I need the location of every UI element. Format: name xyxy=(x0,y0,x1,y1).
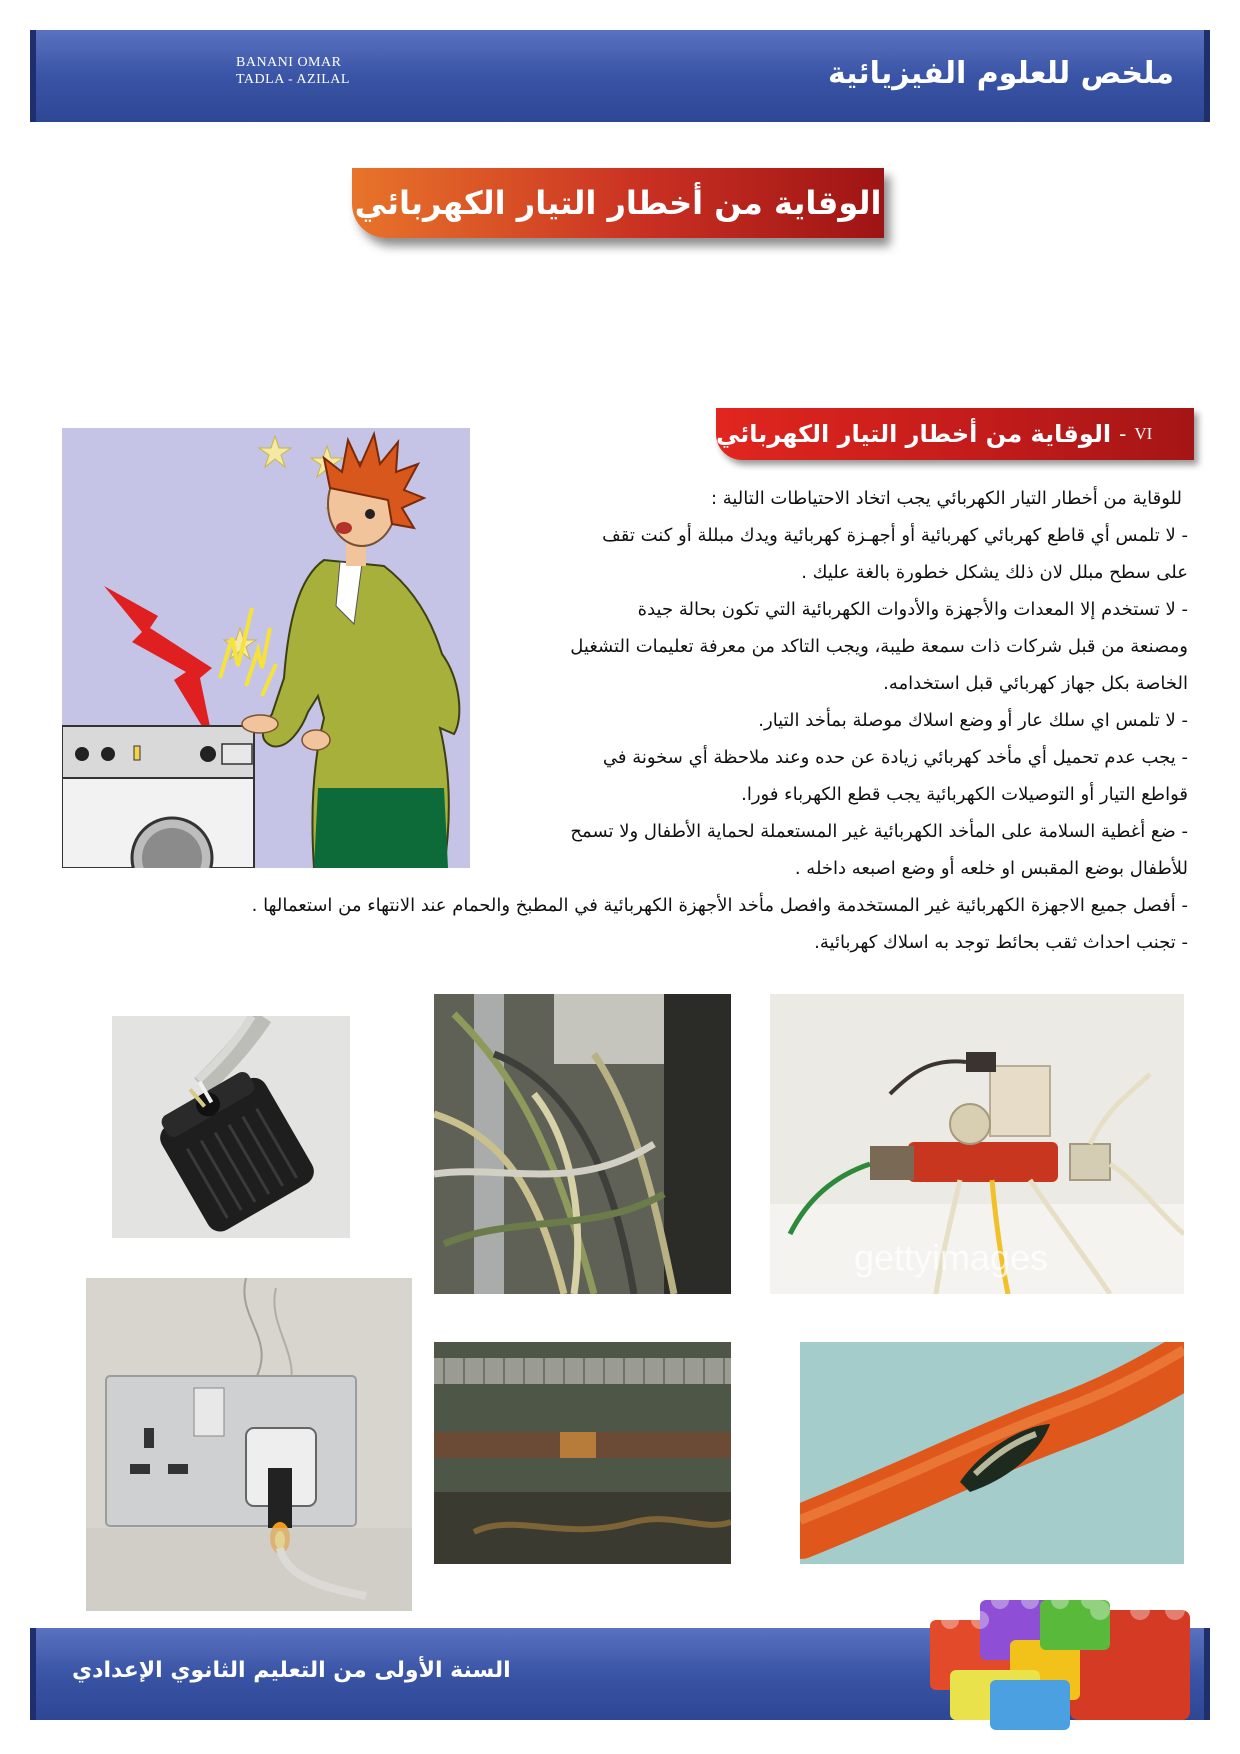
toy-blocks-image xyxy=(920,1560,1210,1730)
subject-title: ملخص للعلوم الفيزيائية xyxy=(827,56,1174,91)
corroded-wires-image xyxy=(434,1342,731,1564)
text-line: - أفصل جميع الاجهزة الكهربائية غير المستخدمة وافصل مأخد الأجهزة الكهربائية في المطبخ والحمام عند الانتهاء من استعمالها . xyxy=(251,895,1188,916)
text-line: الخاصة بكل جهاز كهربائي قبل استخدامه. xyxy=(883,673,1188,694)
text-line: ومصنعة من قبل شركات ذات سمعة طيبة، ويجب التاكد من معرفة تعليمات التشغيل xyxy=(570,636,1188,657)
electric-panel-image xyxy=(434,994,731,1294)
text-line: قواطع التيار أو التوصيلات الكهربائية يجب قطع الكهرباء فورا. xyxy=(741,784,1188,805)
text-line: - لا تستخدم إلا المعدات والأجهزة والأدوات الكهربائية التي تكون بحالة جيدة xyxy=(637,599,1188,620)
author-name: BANANI OMAR xyxy=(236,55,342,70)
text-line: - لا تلمس اي سلك عار أو وضع اسلاك موصلة بمأخد التيار. xyxy=(758,710,1188,731)
photo-electric-panel xyxy=(434,994,731,1294)
text-line: للأطفال بوضع المقبس او خلعه أو وضع اصبعه داخله . xyxy=(794,858,1188,879)
author-location: TADLA - AZILAL xyxy=(236,72,350,87)
overloaded-outlet-image xyxy=(770,994,1184,1294)
toy-blocks-decoration xyxy=(920,1560,1210,1730)
main-title-banner xyxy=(352,168,884,238)
photo-overloaded-outlet xyxy=(770,994,1184,1294)
text-line: - ضع أغطية السلامة على المأخد الكهربائية غير المستعملة لحماية الأطفال ولا تسمح xyxy=(570,821,1188,842)
section-heading xyxy=(716,408,1194,460)
text-line: للوقاية من أخطار التيار الكهربائي يجب اتخاد الاحتياطات التالية : xyxy=(710,488,1182,509)
section-heading-text: الوقاية من أخطار التيار الكهربائي xyxy=(716,420,1112,448)
watermark-text: gettyimages xyxy=(854,1237,1049,1278)
text-line: - لا تلمس أي قاطع كهربائي كهربائية أو أجهـزة كهربائية ويدك مبللة أو كنت تقف xyxy=(602,525,1188,546)
damaged-cable-image xyxy=(800,1342,1184,1564)
photo-corroded-wires xyxy=(434,1342,731,1564)
text-line: على سطح مبلل لان ذلك يشكل خطورة بالغة عليك . xyxy=(801,562,1188,583)
author-block xyxy=(236,54,350,88)
section-number: VI xyxy=(1134,424,1153,443)
text-line: - يجب عدم تحميل أي مأخد كهربائي زيادة عن حده وعند ملاحظة أي سخونة في xyxy=(602,747,1188,768)
burning-socket-image xyxy=(86,1278,412,1611)
section-dash: - xyxy=(1119,422,1127,446)
photo-damaged-plug xyxy=(112,1016,350,1238)
page-title: الوقاية من أخطار التيار الكهربائي xyxy=(354,184,882,222)
text-line: - تجنب احداث ثقب بحائط توجد به اسلاك كهربائية. xyxy=(814,932,1188,953)
damaged-plug-image xyxy=(112,1016,350,1238)
school-level: السنة الأولى من التعليم الثانوي الإعدادي xyxy=(72,1658,511,1683)
photo-damaged-cable xyxy=(800,1342,1184,1564)
body-text xyxy=(98,480,1188,961)
header-band xyxy=(30,30,1210,122)
photo-burning-socket xyxy=(86,1278,412,1611)
